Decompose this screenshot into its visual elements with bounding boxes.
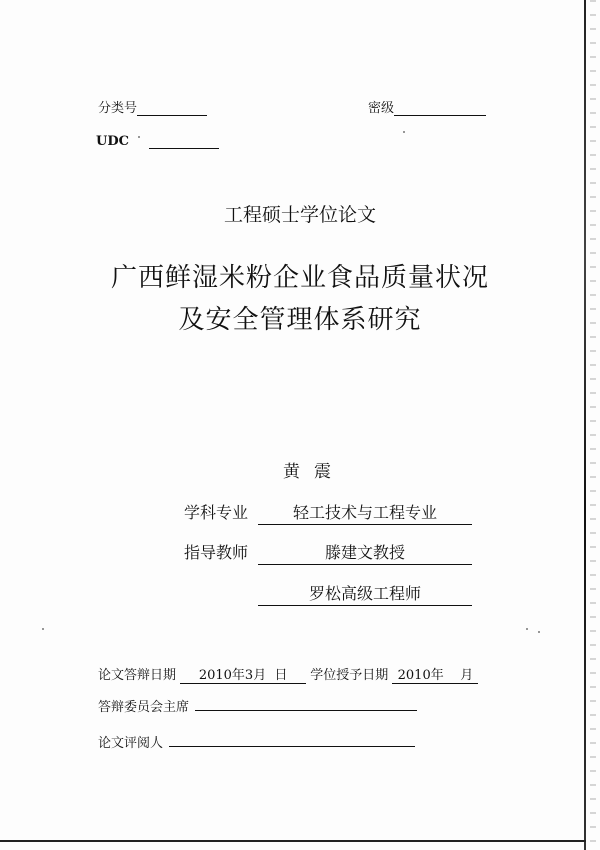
scan-speck xyxy=(538,631,540,633)
committee-chair-label: 答辩委员会主席 xyxy=(98,700,190,715)
secret-level-field xyxy=(368,97,486,116)
udc-label: UDC xyxy=(96,134,129,149)
defense-date-row xyxy=(98,664,478,684)
defense-date-value: 2010年3月 日 xyxy=(180,664,306,684)
major-label: 学科专业 xyxy=(184,503,249,522)
scan-speck xyxy=(403,131,405,133)
degree-type: 工程硕士学位论文 xyxy=(223,204,376,226)
scan-speck xyxy=(526,628,528,630)
co-advisor-row xyxy=(184,581,472,606)
reviewer-blank xyxy=(169,732,415,747)
thesis-title-line-2: 及安全管理体系研究 xyxy=(178,305,422,335)
major-value: 轻工技术与工程专业 xyxy=(258,500,472,525)
scan-speck xyxy=(42,628,44,630)
scan-edge-right xyxy=(584,0,586,850)
scan-edge-noise xyxy=(590,0,596,850)
committee-chair-row xyxy=(98,696,417,715)
udc-blank xyxy=(149,134,219,149)
secret-level-blank xyxy=(394,101,486,116)
classification-label: 分类号 xyxy=(98,101,138,116)
advisor-label: 指导教师 xyxy=(184,543,249,562)
secret-level-label: 密级 xyxy=(368,101,395,116)
co-advisor-value: 罗松高级工程师 xyxy=(258,581,472,606)
reviewer-label: 论文评阅人 xyxy=(98,736,164,751)
advisor-value: 滕建文教授 xyxy=(258,540,472,565)
scan-edge-bottom xyxy=(0,840,586,842)
thesis-title-line-1: 广西鲜湿米粉企业食品质量状况 xyxy=(110,263,489,293)
grant-date-label: 学位授予日期 xyxy=(310,668,389,683)
defense-date-label: 论文答辩日期 xyxy=(98,668,177,683)
major-row xyxy=(184,500,472,525)
reviewer-row xyxy=(98,732,415,751)
author-name: 黄震 xyxy=(283,462,345,482)
committee-chair-blank xyxy=(195,696,417,711)
grant-date-value: 2010年 月 xyxy=(392,664,478,684)
classification-blank xyxy=(137,101,207,116)
classification-field xyxy=(98,97,207,116)
advisor-row xyxy=(184,540,472,565)
udc-field xyxy=(96,134,219,149)
